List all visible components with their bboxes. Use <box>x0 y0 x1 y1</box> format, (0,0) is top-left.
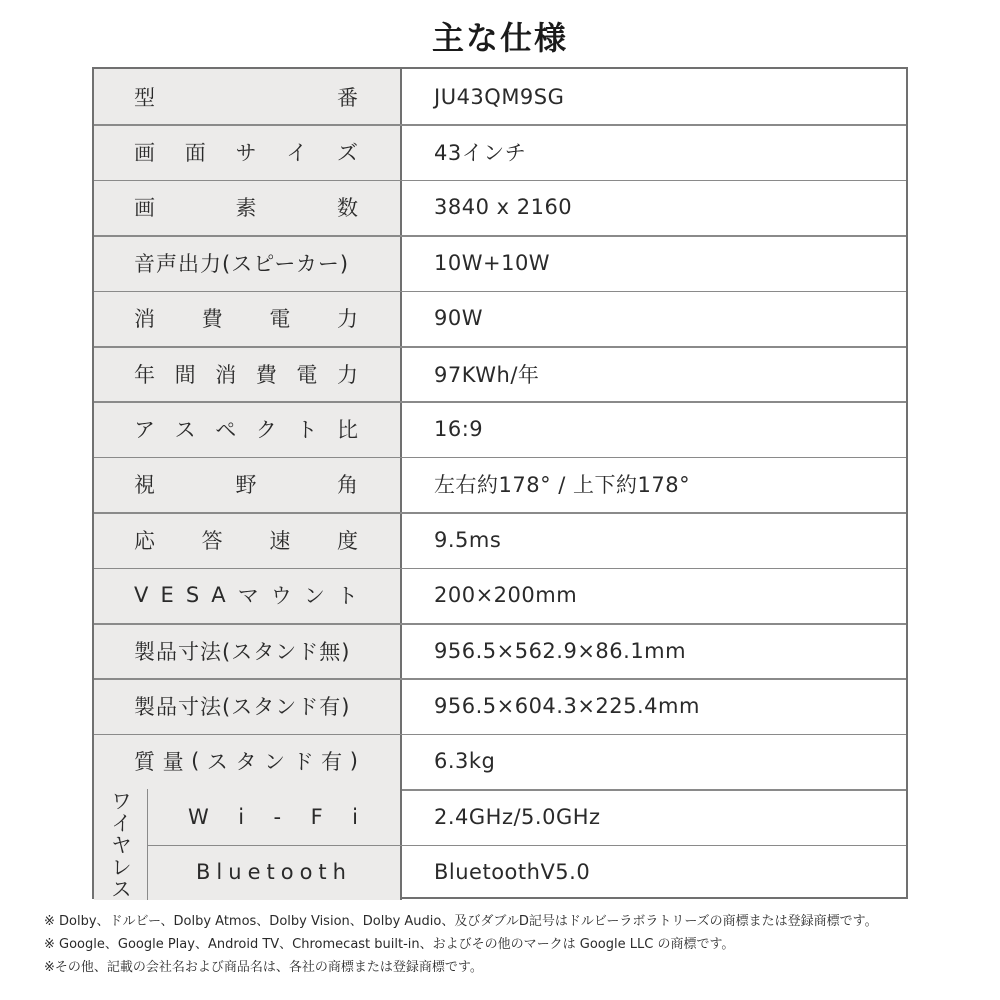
row-divider <box>148 845 906 847</box>
spec-label-char: イ <box>286 141 308 166</box>
spec-label-char: V <box>134 583 149 608</box>
spec-label <box>94 623 400 678</box>
spec-label-text: 製品寸法(スタンド無) <box>134 639 351 664</box>
footnote-other: ※その他、記載の会社名および商品名は、各社の商標または登録商標です。 <box>44 960 483 975</box>
spec-label <box>94 401 400 456</box>
row-divider <box>94 512 906 514</box>
spec-label-char: ス <box>174 418 196 443</box>
spec-row <box>94 235 906 290</box>
spec-row <box>94 124 906 179</box>
wireless-sub-value: 2.4GHz/5.0GHz <box>434 804 601 829</box>
spec-label-char: 面 <box>184 141 206 166</box>
footnote-dolby: ※ Dolby、ドルビー、Dolby Atmos、Dolby Vision、Dolby Audio、及びダブルD記号はドルビーラボラトリーズの商標または登録商標です。 <box>44 914 878 929</box>
spec-row <box>94 512 906 567</box>
spec-label-char: A <box>211 583 226 608</box>
spec-label <box>94 291 400 346</box>
row-divider <box>94 678 906 680</box>
spec-label-char: ン <box>303 584 325 609</box>
spec-label <box>94 568 400 623</box>
spec-label-char: 番 <box>337 85 358 110</box>
spec-label-char: 年 <box>134 362 155 387</box>
spec-label-char: ズ <box>337 141 358 166</box>
spec-label-char: 度 <box>336 528 358 553</box>
spec-label-char: 野 <box>235 473 257 498</box>
page-title: 主な仕様 <box>431 19 568 57</box>
row-divider <box>94 734 906 736</box>
spec-label-char: E <box>160 583 174 608</box>
wireless-sub-label <box>148 789 400 844</box>
row-divider <box>94 291 906 293</box>
spec-label-char: 電 <box>296 362 318 387</box>
row-divider <box>94 457 906 459</box>
spec-label-char: ペ <box>215 418 237 443</box>
spec-row <box>94 401 906 456</box>
spec-label-char: ス <box>206 750 228 775</box>
spec-value: 97KWh/年 <box>434 362 540 387</box>
spec-label-char: S <box>185 583 200 608</box>
spec-label-char: 費 <box>255 362 277 387</box>
spec-label-char: 視 <box>134 473 155 498</box>
spec-value: 90W <box>434 306 483 331</box>
spec-row <box>94 623 906 678</box>
wireless-sub-label <box>148 845 400 900</box>
spec-label-char: 間 <box>174 362 196 387</box>
spec-value: 956.5×604.3×225.4mm <box>434 694 700 719</box>
spec-label-char: 比 <box>336 418 358 443</box>
spec-label-char: 速 <box>269 528 291 553</box>
spec-label-char: 質 <box>134 750 155 775</box>
spec-label-char: ド <box>292 750 314 775</box>
spec-label <box>94 180 400 235</box>
spec-label-char: F <box>310 804 323 829</box>
spec-value: 左右約178° / 上下約178° <box>434 473 691 498</box>
wireless-sub-value: BluetoothV5.0 <box>434 860 591 885</box>
footnotes <box>44 910 984 979</box>
spec-label-char: 素 <box>235 196 257 221</box>
row-divider <box>94 180 906 182</box>
row-divider <box>94 623 906 625</box>
spec-row <box>94 678 906 733</box>
spec-label-char: i <box>238 804 245 829</box>
spec-value: JU43QM9SG <box>434 84 565 109</box>
spec-label-char: 電 <box>269 307 291 332</box>
spec-label-char: マ <box>237 584 259 609</box>
spec-row <box>94 734 906 789</box>
spec-row <box>94 180 906 235</box>
spec-label-char: ) <box>349 749 358 774</box>
spec-label-char: ト <box>296 418 318 443</box>
spec-label-char: タ <box>235 750 257 775</box>
spec-label <box>94 457 400 512</box>
spec-label-char: 答 <box>201 528 223 553</box>
spec-label-char: 力 <box>336 362 358 387</box>
spec-value: 16:9 <box>434 417 484 442</box>
wireless-group-text: ワイヤレス <box>108 789 133 900</box>
spec-value: 6.3kg <box>434 749 496 774</box>
spec-row <box>94 69 906 124</box>
spec-row <box>94 346 906 401</box>
spec-row <box>94 568 906 623</box>
spec-value: 200×200mm <box>434 583 578 608</box>
spec-label-char: ト <box>336 584 358 609</box>
spec-label <box>94 346 400 401</box>
spec-label-char: 画 <box>134 141 155 166</box>
spec-label-text: Bluetooth <box>196 860 352 885</box>
spec-label <box>94 734 400 789</box>
spec-label-char: 量 <box>162 750 184 775</box>
spec-label-char: ン <box>264 750 286 775</box>
spec-label-char: 画 <box>134 196 155 221</box>
spec-label-char: ア <box>134 418 155 443</box>
spec-label-char: 費 <box>201 307 223 332</box>
spec-label-char: 有 <box>321 750 343 775</box>
spec-label-char: - <box>273 804 282 829</box>
row-divider <box>94 124 906 126</box>
spec-label-char: 角 <box>337 473 358 498</box>
spec-label <box>94 678 400 733</box>
spec-label-char: 力 <box>336 307 358 332</box>
spec-label-char: W <box>188 804 209 829</box>
spec-label <box>94 69 400 124</box>
row-divider <box>94 401 906 403</box>
spec-label-char: ウ <box>270 584 292 609</box>
spec-label <box>94 235 400 290</box>
spec-row <box>94 457 906 512</box>
spec-label-text: 製品寸法(スタンド有) <box>134 695 351 720</box>
spec-row <box>94 291 906 346</box>
spec-label-text: 音声出力(スピーカー) <box>134 251 350 276</box>
spec-label-char: 消 <box>215 362 237 387</box>
spec-label-char: 消 <box>134 307 155 332</box>
row-divider <box>94 568 906 570</box>
spec-table <box>92 67 908 899</box>
footnote-google: ※ Google、Google Play、Android TV、Chromecast built-in、およびその他のマークは Google LLC の商標です。 <box>44 937 735 952</box>
spec-value: 9.5ms <box>434 527 502 552</box>
spec-label-char: ( <box>191 749 200 774</box>
spec-label-char: i <box>352 804 358 829</box>
spec-label-char: サ <box>235 141 257 166</box>
spec-label <box>94 512 400 567</box>
spec-value: 956.5×562.9×86.1mm <box>434 638 687 663</box>
row-divider <box>94 235 906 237</box>
spec-label-char: 応 <box>134 528 155 553</box>
spec-label-char: 数 <box>337 196 358 221</box>
spec-label-char: 型 <box>134 85 155 110</box>
spec-value: 10W+10W <box>434 250 551 275</box>
wireless-group-label <box>94 789 148 900</box>
spec-value: 43インチ <box>434 141 527 166</box>
row-divider <box>94 346 906 348</box>
spec-value: 3840 x 2160 <box>434 195 573 220</box>
spec-label <box>94 124 400 179</box>
spec-label-char: ク <box>255 418 277 443</box>
